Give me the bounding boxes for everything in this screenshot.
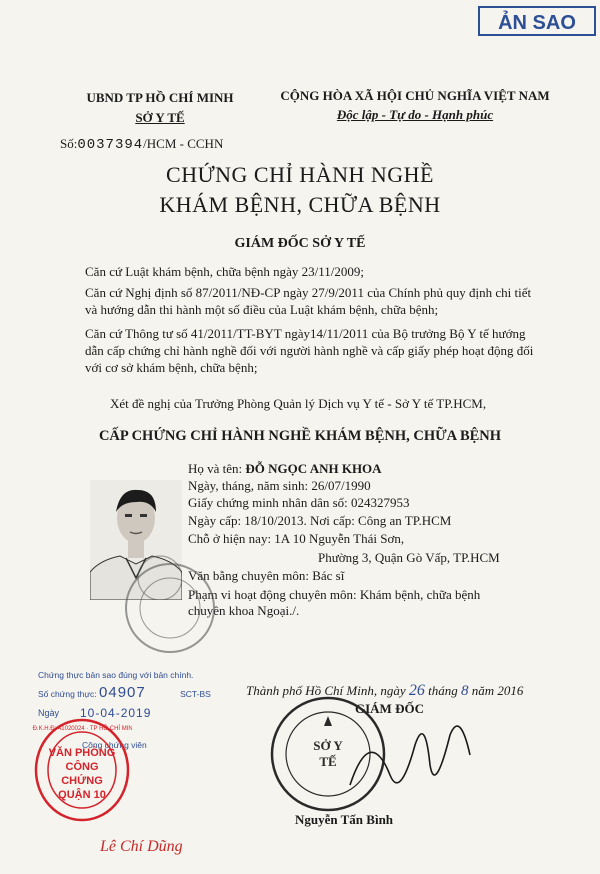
copy-stamp: ẢN SAO: [478, 6, 596, 36]
signatory-title: GIÁM ĐỐC: [355, 701, 424, 716]
notary-seal: [32, 716, 132, 824]
certification-number: [38, 684, 238, 701]
holder-issue: Ngày cấp: 18/10/2013. Nơi cấp: Công an TP.HCM: [188, 513, 452, 528]
certification-date-label: Ngày: [38, 708, 60, 718]
holder-id: Giấy chứng minh nhân dân số: 024327953: [188, 495, 410, 510]
signatory-name: Nguyễn Tấn Bình: [295, 812, 394, 827]
certification-statement: Chứng thực bản sao đúng với bản chính.: [38, 670, 194, 680]
holder-scope-1: Phạm vi hoạt động chuyên môn: Khám bệnh, chữa bệnh: [188, 587, 481, 602]
seal-ring-text: S.Đ.K.H.Đ: 41020024 · TP HỒ CHÍ MINH: [32, 726, 132, 732]
notary-office-name: VĂN PHÒNG CÔNG CHỨNG QUẬN 10: [48, 747, 116, 801]
notary-signer-name: Lê Chí Dũng: [100, 838, 183, 855]
department-name: SỞ Y TẾ: [135, 110, 185, 125]
preamble-circular: Căn cứ Thông tư số 41/2011/TT-BYT ngày14/11/2011 của Bộ trưởng Bộ Y tế hướng dẫn cấp chứng chỉ hành nghề đối với người hành nghề và cấp giấy phép hoạt động đối với cơ sở khám bệnh, chữa bệnh;: [85, 326, 534, 375]
national-motto: Độc lập - Tự do - Hạnh phúc: [336, 107, 494, 122]
holder-address-1: Chỗ ở hiện nay: 1A 10 Nguyễn Thái Sơn,: [188, 531, 405, 546]
number-suffix: /HCM - CCHN: [143, 136, 224, 151]
document-title-line2: KHÁM BỆNH, CHỮA BỆNH: [159, 192, 441, 217]
holder-name: [188, 461, 568, 477]
preamble-proposal: Xét đề nghị của Trưởng Phòng Quản lý Dịch vụ Y tế - Sở Y tế TP.HCM,: [110, 396, 487, 411]
certification-number-value: 04907: [99, 684, 146, 701]
year-label: năm 2016: [471, 683, 524, 698]
holder-degree: Văn bằng chuyên môn: Bác sĩ: [188, 568, 345, 583]
number-label: Số:: [60, 136, 78, 151]
name-label: Họ và tên:: [188, 461, 243, 476]
grant-heading: CẤP CHỨNG CHỈ HÀNH NGHỀ KHÁM BỆNH, CHỮA BỆNH: [98, 428, 502, 444]
document-title-line1: CHỨNG CHỈ HÀNH NGHỀ: [166, 162, 434, 187]
number-value: 0037394: [77, 137, 144, 153]
month-label: tháng: [428, 683, 458, 698]
issuer-heading: GIÁM ĐỐC SỞ Y TẾ: [234, 236, 366, 251]
preamble-decree: Căn cứ Nghị định số 87/2011/NĐ-CP ngày 27/9/2011 của Chính phủ quy định chi tiết và hướng dẫn thi hành một số điều của Luật khám bệnh, chữa bệnh;: [85, 285, 532, 317]
name-value: ĐỖ NGỌC ANH KHOA: [245, 461, 382, 476]
holder-dob: Ngày, tháng, năm sinh: 26/07/1990: [188, 478, 371, 493]
photo-seal-icon: [118, 560, 228, 660]
header-left: [80, 88, 240, 128]
authority-name: UBND TP HỒ CHÍ MINH: [86, 90, 234, 105]
day-value: 26: [408, 682, 425, 699]
certification-book: SCT-BS: [180, 689, 211, 699]
holder-address-2: Phường 3, Quận Gò Vấp, TP.HCM: [318, 550, 500, 565]
month-value: 8: [461, 683, 469, 699]
preamble-law: Căn cứ Luật khám bệnh, chữa bệnh ngày 23/11/2009;: [85, 264, 364, 279]
certificate-number: [60, 136, 223, 153]
national-title: CỘNG HÒA XÃ HỘI CHỦ NGHĨA VIỆT NAM: [280, 88, 550, 103]
certification-date: 10-04-2019: [80, 706, 152, 720]
seal-text: SỞ Y TẾ: [313, 738, 343, 769]
city-label: Thành phố Hồ Chí Minh, ngày: [246, 683, 406, 698]
notary-label: Công chứng viên: [82, 740, 147, 750]
certification-number-label: Số chứng thực:: [38, 689, 97, 699]
header-right: [250, 86, 580, 124]
certification-block: [38, 670, 238, 701]
holder-scope-2: chuyên khoa Ngoại./.: [188, 603, 300, 618]
director-signature-icon: [330, 705, 490, 815]
